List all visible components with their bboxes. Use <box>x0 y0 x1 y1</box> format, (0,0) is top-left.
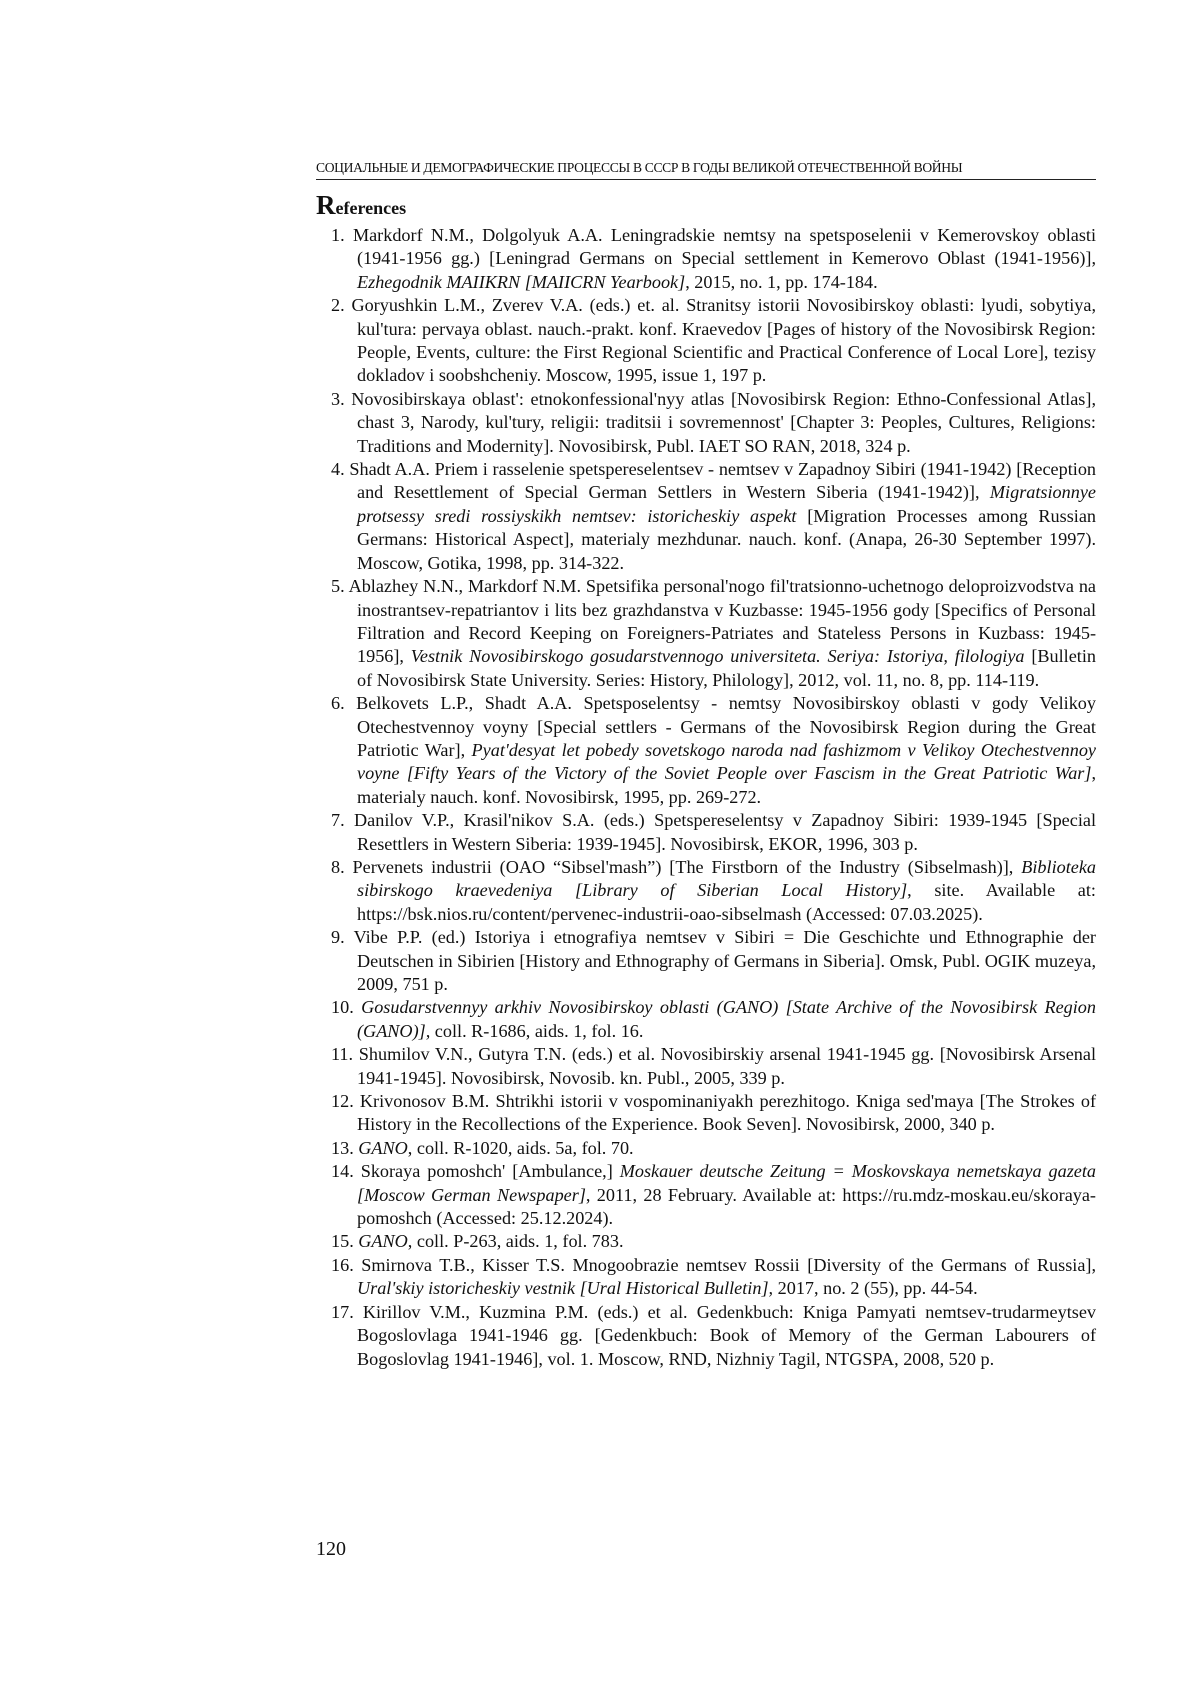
reference-number: 9. <box>331 927 345 948</box>
reference-item <box>316 1254 1096 1301</box>
reference-text: , coll. P-263, aids. 1, fol. 783. <box>407 1231 624 1252</box>
reference-number: 17. <box>331 1301 354 1322</box>
reference-number: 7. <box>331 810 345 831</box>
reference-number: 3. <box>331 388 345 409</box>
reference-italic-title: Migratsionnye protsessy sredi rossiyskikh nemtsev: istoricheskiy aspekt <box>357 482 1096 526</box>
reference-text: Krivonosov B.M. Shtrikhi istorii v vospominaniyakh perezhitogo. Kniga sed'maya [The Strokes of History in the Recollections of the Experience. Book Seven]. Novosibirsk, 2000, 340 p. <box>357 1091 1097 1135</box>
reference-italic-title: GANO <box>358 1231 408 1252</box>
reference-text: , 2011, 28 February. Available at: https://ru.mdz-moskau.eu/skoraya-pomoshch (Accessed: 25.12.2024). <box>357 1184 1096 1229</box>
reference-italic-title: Vestnik Novosibirskogo gosudarstvennogo universiteta. Seriya: Istoriya, filologiya <box>410 646 1025 667</box>
reference-item <box>316 458 1096 575</box>
reference-list <box>316 224 1096 1371</box>
reference-number: 11. <box>331 1044 354 1065</box>
reference-text: Shumilov V.N., Gutyra T.N. (eds.) et al. Novosibirskiy arsenal 1941-1945 gg. [Novosibirsk Arsenal 1941-1945]. Novosibirsk, Novosib. kn. Publ., 2005, 339 p. <box>357 1044 1096 1088</box>
reference-number: 12. <box>331 1091 354 1112</box>
reference-item <box>316 996 1096 1043</box>
reference-italic-title: Ezhegodnik MAIIKRN [MAIICRN Yearbook] <box>357 271 686 292</box>
reference-text: , materialy nauch. konf. Novosibirsk, 1995, pp. 269-272. <box>357 763 1096 807</box>
reference-italic-title: Pyat'desyat let pobedy sovetskogo naroda nad fashizmom v Velikoy Otechestvennoy voyne [Fifty Years of the Victory of the Soviet People over Fascism in the Great Patriotic War] <box>357 739 1096 784</box>
reference-italic-title: Gosudarstvennyy arkhiv Novosibirskoy oblasti (GANO) [State Archive of the Novosibirsk Region (GANO)], <box>357 997 1096 1041</box>
reference-text: , coll. R-1020, aids. 5a, fol. 70. <box>407 1137 634 1158</box>
reference-number: 6. <box>331 693 345 714</box>
running-header: СОЦИАЛЬНЫЕ И ДЕМОГРАФИЧЕСКИЕ ПРОЦЕССЫ В СССР В ГОДЫ ВЕЛИКОЙ ОТЕЧЕСТВЕННОЙ ВОЙНЫ <box>316 160 1096 180</box>
reference-number: 1. <box>331 225 345 245</box>
reference-text: Vibe P.P. (ed.) Istoriya i etnografiya nemtsev v Sibiri = Die Geschichte und Ethnographie der Deutschen in Sibirien [History and Ethnography of Germans in Siberia]. Omsk, Publ. OGIK muzeya, 2009, 751 p. <box>353 927 1096 994</box>
section-title-rest: eferences <box>335 198 407 218</box>
reference-text: coll. R-1686, aids. 1, fol. 16. <box>430 1020 644 1041</box>
reference-item <box>316 294 1096 388</box>
reference-text: Smirnova T.B., Kisser T.S. Mnogoobrazie nemtsev Rossii [Diversity of the Germans of Russia], <box>361 1254 1096 1275</box>
reference-number: 16. <box>331 1254 354 1275</box>
reference-item <box>316 692 1096 809</box>
reference-text: Skoraya pomoshch' [Ambulance,] <box>360 1161 620 1182</box>
reference-item <box>316 809 1096 856</box>
reference-text: , site. Available at: https://bsk.nios.ru/content/pervenec-industrii-oao-sibselmash (Accessed: 07.03.2025). <box>357 880 1096 924</box>
reference-item <box>316 388 1096 458</box>
reference-number: 2. <box>331 295 345 316</box>
reference-item <box>316 1090 1096 1137</box>
reference-number: 14. <box>331 1161 354 1182</box>
page-number: 120 <box>316 1538 346 1560</box>
reference-text: Pervenets industrii (OAO “Sibsel'mash”) [The Firstborn of the Industry (Sibselmash)], <box>352 856 1022 877</box>
reference-item <box>316 1160 1096 1230</box>
reference-text: Markdorf N.M., Dolgolyuk A.A. Leningradskie nemtsy na spetsposelenii v Kemerovskoy oblasti (1941-1956 gg.) [Leningrad Germans on Special settlement in Kemerovo Oblast (1941-1956)], <box>352 225 1097 269</box>
reference-italic-title: Biblioteka sibirskogo kraevedeniya [Library of Siberian Local History] <box>357 856 1097 901</box>
reference-text: Novosibirskaya oblast': etnokonfessional'nyy atlas [Novosibirsk Region: Ethno-Confessional Atlas], chast 3, Narody, kul'tury, religii: traditsii i sovremennost' [Chapter 3: Peoples, Cultures, Religions: Traditions and Modernity]. Novosibirsk, Publ. IAET SO RAN, 2018, 324 p. <box>351 388 1096 456</box>
reference-item <box>316 1301 1096 1371</box>
reference-text: Shadt A.A. Priem i rasselenie spetspereselentsev - nemtsev v Zapadnoy Sibiri (1941-1942) [Reception and Resettlement of Special German Settlers in Western Siberia (1941-1942)], <box>349 459 1097 503</box>
reference-text: Danilov V.P., Krasil'nikov S.A. (eds.) Spetspereselentsy v Zapadnoy Sibiri: 1939-1945 [Special Resettlers in Western Siberia: 1939-1945]. Novosibirsk, EKOR, 1996, 303 p. <box>354 810 1097 854</box>
reference-number: 13. <box>331 1137 354 1158</box>
reference-text: Goryushkin L.M., Zverev V.A. (eds.) et. al. Stranitsy istorii Novosibirskoy oblasti: lyudi, sobytiya, kul'tura: pervaya oblast. nauch.-prakt. konf. Kraevedov [Pages of history of the Novosibirsk Region: People, Events, culture: the First Regional Scientific and Practical Conference of Local Lore], tezisy dokladov i soobshcheniy. Moscow, 1995, issue 1, 197 p. <box>351 295 1097 386</box>
reference-text: , 2015, no. 1, pp. 174-184. <box>685 271 878 292</box>
reference-item <box>316 1137 1096 1160</box>
reference-number: 8. <box>331 856 345 877</box>
reference-number: 5. <box>331 576 345 597</box>
reference-text: 2017, no. 2 (55), pp. 44-54. <box>773 1278 978 1299</box>
reference-item <box>316 1230 1096 1253</box>
reference-italic-title: GANO <box>358 1137 408 1158</box>
reference-text: Belkovets L.P., Shadt A.A. Spetsposelentsy - nemtsy Novosibirskoy oblasti v gody Velikoy Otechestvennoy voyny [Special settlers - Germans of the Novosibirsk Region during the Great Patriotic War], <box>356 693 1096 760</box>
reference-number: 15. <box>331 1231 354 1252</box>
reference-text: [Migration Processes among Russian Germans: Historical Aspect], materialy mezhdunar. nauch. konf. (Anapa, 26-30 September 1997). Moscow, Gotika, 1998, pp. 314-322. <box>357 505 1096 573</box>
reference-item <box>316 856 1096 926</box>
reference-number: 10. <box>331 997 354 1018</box>
reference-item <box>316 575 1096 692</box>
reference-text: [Bulletin of Novosibirsk State University. Series: History, Philology], 2012, vol. 11, no. 8, pp. 114-119. <box>357 646 1096 690</box>
reference-item <box>316 926 1096 996</box>
reference-italic-title: Moskauer deutsche Zeitung = Moskovskaya nemetskaya gazeta [Moscow German Newspaper] <box>357 1161 1097 1205</box>
reference-text: Kirillov V.M., Kuzmina P.M. (eds.) et al. Gedenkbuch: Kniga Pamyati nemtsev-trudarmeytsev Bogoslovlaga 1941-1946 gg. [Gedenkbuch: Book of Memory of the German Labourers of Bogoslovlag 1941-1946], vol. 1. Moscow, RND, Nizhniy Tagil, NTGSPA, 2008, 520 p. <box>357 1301 1097 1369</box>
reference-item <box>316 224 1096 294</box>
reference-italic-title: Ural'skiy istoricheskiy vestnik [Ural Historical Bulletin], <box>357 1278 774 1299</box>
reference-item <box>316 1043 1096 1090</box>
reference-text: Ablazhey N.N., Markdorf N.M. Spetsifika personal'nogo fil'tratsionno-uchetnogo deloproizvodstva na inostrantsev-repatriantov i lits bez grazhdanstva v Kuzbasse: 1945-1956 gody [Specifics of Personal Filtration and Record Keeping on Foreigners-Patriates and Stateless Persons in Kuzbass: 1945-1956], <box>348 576 1097 667</box>
section-title-initial: R <box>316 190 336 220</box>
section-title <box>316 190 406 221</box>
reference-number: 4. <box>331 459 345 480</box>
